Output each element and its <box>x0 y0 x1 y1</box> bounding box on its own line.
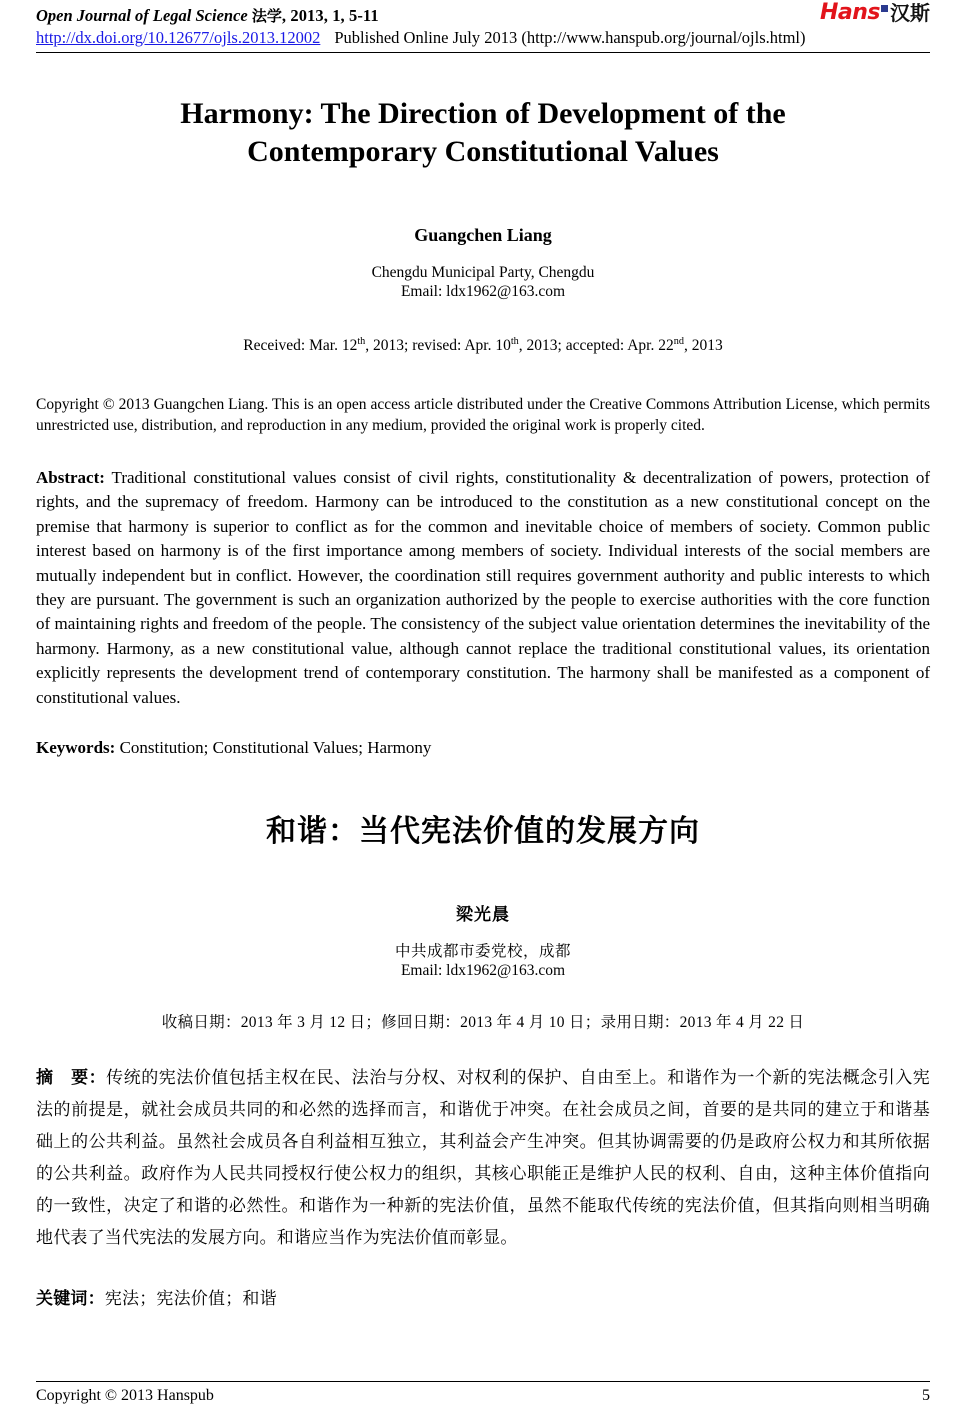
accepted-ordinal: nd <box>673 335 684 347</box>
revised-ordinal: th <box>510 335 519 347</box>
accepted-year: , 2013 <box>683 337 723 354</box>
journal-citation-line <box>36 6 930 26</box>
revised-label: , 2013; revised: Apr. 10 <box>365 337 511 354</box>
article-dates <box>36 337 930 355</box>
received-label: Received: Mar. 12 <box>243 337 358 354</box>
logo-wordmark-cn: 汉斯 <box>890 1 930 25</box>
affiliation-line: Chengdu Municipal Party, Chengdu <box>371 264 595 281</box>
author-affiliation <box>36 263 930 301</box>
hanspub-logo <box>820 1 930 25</box>
header-divider <box>36 52 930 53</box>
footer-row <box>36 1387 930 1405</box>
journal-citation: , 2013, 1, 5-11 <box>281 6 379 25</box>
received-ordinal: th <box>357 335 366 347</box>
affiliation-line-cn: 中共成都市委党校，成都 <box>394 943 571 961</box>
logo-wordmark: Hans <box>819 0 880 25</box>
footer-copyright: Copyright © 2013 Hanspub <box>36 1387 214 1404</box>
footer-divider <box>36 1381 930 1382</box>
abstract-body-cn: 传统的宪法价值包括主权在民、法治与分权、对权利的保护、自由至上。和谐作为一个新的宪法概念引入宪法的前提是，就社会成员共同的和必然的选择而言，和谐优于冲突。在社会成员之间，首要的是共同的建立于和谐基础上的公共利益。虽然社会成员各自利益相互独立，其利益会产生冲突。但其协调需要的仍是政府公权力和其所依据的公共利益。政府作为人民共同授权行使公权力的组织，其核心职能正是维护人民的权利、自由，这种主体价值指向的一致性，决定了和谐的必然性。和谐作为一种新的宪法价值，虽然不能取代传统的宪法价值，但其指向则相当明确地代表了当代宪法的发展方向。和谐应当作为宪法价值而彰显。 <box>36 1068 930 1248</box>
abstract-section-cn <box>36 1062 930 1254</box>
author-name-cn: 梁光晨 <box>456 905 510 926</box>
page-title: Harmony: The Direction of Development of the Contemporary Constitutional Values <box>180 97 786 168</box>
page-footer <box>36 1381 930 1405</box>
author-affiliation-cn <box>36 942 930 980</box>
abstract-body: Traditional constitutional values consist of civil rights, constitutionality & decentralization of powers, protection of rights, and the supremacy of freedom. Harmony can be introduced to the constitution as a new constitutional concept on the premise that harmony is superior to conflict as for the common and inevitable choice of members of society. Common public interest based on harmony is of the first importance among members of society. Individual interests of the social members are mutually independent but in conflict. However, the coordination still requires government authority and public interests to which they are pursuant. The government is such an organization authorized by the people to exercise authorities with the core function of maintaining rights and freedom of the people. The consistency of the subject value orientation determines the inevitability of the harmony. Harmony, as a new constitutional value, although cannot replace the traditional constitutional values, its orientation explicitly represents the development trend of contemporary constitution. The harmony shall be manifested as a component of constitutional values. <box>36 468 930 707</box>
accepted-label: , 2013; accepted: Apr. 22 <box>518 337 674 354</box>
doi-line <box>36 27 930 48</box>
published-online-text: Published Online July 2013 (http://www.hanspub.org/journal/ojls.html) <box>334 28 806 47</box>
keywords-section-cn <box>36 1284 930 1314</box>
article-dates-cn: 收稿日期：2013 年 3 月 12 日；修回日期：2013 年 4 月 10 日；录用日期：2013 年 4 月 22 日 <box>161 1014 805 1032</box>
keywords-label-cn: 关键词： <box>36 1289 105 1310</box>
keywords-label: Keywords: <box>36 738 116 758</box>
copyright-notice: Copyright © 2013 Guangchen Liang. This is an open access article distributed under the Creative Commons Attribution License, which permits unrestricted use, distribution, and reproduction in any medium, provided the original work is properly cited. <box>36 396 930 434</box>
doi-link[interactable]: http://dx.doi.org/10.12677/ojls.2013.12002 <box>36 28 321 47</box>
keywords-section <box>36 736 930 760</box>
author-email: Email: ldx1962@163.com <box>400 283 566 300</box>
abstract-section <box>36 466 930 710</box>
journal-name-cn: 法学 <box>251 7 282 25</box>
author-name: Guangchen Liang <box>414 225 552 245</box>
page-header <box>36 0 930 48</box>
abstract-label-cn: 摘 要： <box>36 1068 107 1089</box>
page-title-cn: 和谐：当代宪法价值的发展方向 <box>266 814 700 850</box>
keywords-body-cn: 宪法；宪法价值；和谐 <box>104 1289 277 1309</box>
journal-name: Open Journal of Legal Science <box>36 6 248 25</box>
abstract-label: Abstract: <box>36 468 105 487</box>
author-email-cn: Email: ldx1962@163.com <box>400 962 566 980</box>
logo-square-icon <box>881 5 888 12</box>
keywords-body: Constitution; Constitutional Values; Harmony <box>115 738 432 758</box>
page-number: 5 <box>922 1387 930 1404</box>
